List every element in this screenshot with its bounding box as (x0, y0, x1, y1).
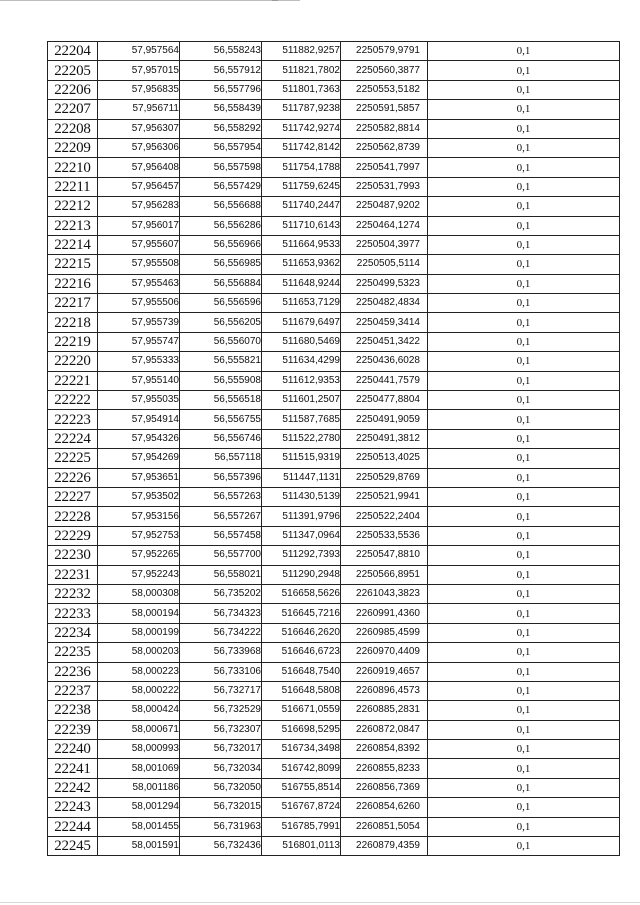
y-coordinate-cell: 2250513,4025 (341, 449, 428, 468)
y-coordinate-cell: 2250541,7997 (341, 158, 428, 177)
longitude-cell: 56,556070 (180, 332, 262, 351)
y-coordinate-cell: 2250521,9941 (341, 487, 428, 506)
longitude-cell: 56,735202 (180, 584, 262, 603)
point-number-cell: 22237 (48, 681, 98, 700)
longitude-cell: 56,557912 (180, 61, 262, 80)
x-coordinate-cell: 511740,2447 (262, 197, 341, 216)
table-row (48, 197, 620, 216)
y-coordinate-cell: 2250522,2404 (341, 507, 428, 526)
page-top-rule (0, 0, 300, 1)
table-row (48, 42, 620, 61)
table-row (48, 255, 620, 274)
y-coordinate-cell: 2260879,4359 (341, 837, 428, 856)
table-row (48, 817, 620, 836)
latitude-cell: 57,955508 (98, 255, 180, 274)
value-cell: 0,1 (428, 778, 620, 797)
longitude-cell: 56,558292 (180, 119, 262, 138)
x-coordinate-cell: 511601,2507 (262, 391, 341, 410)
longitude-cell: 56,557429 (180, 177, 262, 196)
longitude-cell: 56,556688 (180, 197, 262, 216)
point-number-cell: 22232 (48, 584, 98, 603)
value-cell: 0,1 (428, 410, 620, 429)
coordinates-table (47, 41, 620, 856)
page-top-mark (272, 0, 278, 1)
y-coordinate-cell: 2250547,8810 (341, 546, 428, 565)
value-cell: 0,1 (428, 720, 620, 739)
longitude-cell: 56,557118 (180, 449, 262, 468)
latitude-cell: 58,001069 (98, 759, 180, 778)
point-number-cell: 22207 (48, 100, 98, 119)
point-number-cell: 22219 (48, 332, 98, 351)
latitude-cell: 58,000203 (98, 643, 180, 662)
longitude-cell: 56,733106 (180, 662, 262, 681)
table-row (48, 294, 620, 313)
longitude-cell: 56,557458 (180, 526, 262, 545)
point-number-cell: 22236 (48, 662, 98, 681)
point-number-cell: 22216 (48, 274, 98, 293)
x-coordinate-cell: 516742,8099 (262, 759, 341, 778)
y-coordinate-cell: 2250505,5114 (341, 255, 428, 274)
x-coordinate-cell: 516755,8514 (262, 778, 341, 797)
longitude-cell: 56,557267 (180, 507, 262, 526)
point-number-cell: 22206 (48, 80, 98, 99)
value-cell: 0,1 (428, 565, 620, 584)
point-number-cell: 22221 (48, 371, 98, 390)
longitude-cell: 56,558243 (180, 42, 262, 61)
point-number-cell: 22214 (48, 235, 98, 254)
latitude-cell: 57,952243 (98, 565, 180, 584)
longitude-cell: 56,731963 (180, 817, 262, 836)
latitude-cell: 58,001591 (98, 837, 180, 856)
x-coordinate-cell: 511292,7393 (262, 546, 341, 565)
longitude-cell: 56,556205 (180, 313, 262, 332)
point-number-cell: 22224 (48, 429, 98, 448)
value-cell: 0,1 (428, 681, 620, 700)
y-coordinate-cell: 2250579,9791 (341, 42, 428, 61)
latitude-cell: 57,955739 (98, 313, 180, 332)
table-row (48, 507, 620, 526)
x-coordinate-cell: 516646,2620 (262, 623, 341, 642)
y-coordinate-cell: 2250529,8769 (341, 468, 428, 487)
value-cell: 0,1 (428, 429, 620, 448)
y-coordinate-cell: 2261043,3823 (341, 584, 428, 603)
latitude-cell: 57,954269 (98, 449, 180, 468)
y-coordinate-cell: 2250591,5857 (341, 100, 428, 119)
table-row (48, 80, 620, 99)
y-coordinate-cell: 2260851,5054 (341, 817, 428, 836)
longitude-cell: 56,734323 (180, 604, 262, 623)
latitude-cell: 57,956306 (98, 138, 180, 157)
latitude-cell: 57,956408 (98, 158, 180, 177)
table-row (48, 449, 620, 468)
longitude-cell: 56,555908 (180, 371, 262, 390)
point-number-cell: 22211 (48, 177, 98, 196)
longitude-cell: 56,732034 (180, 759, 262, 778)
latitude-cell: 58,001186 (98, 778, 180, 797)
table-row (48, 662, 620, 681)
y-coordinate-cell: 2250487,9202 (341, 197, 428, 216)
point-number-cell: 22229 (48, 526, 98, 545)
x-coordinate-cell: 511515,9319 (262, 449, 341, 468)
value-cell: 0,1 (428, 294, 620, 313)
latitude-cell: 57,954326 (98, 429, 180, 448)
x-coordinate-cell: 511653,7129 (262, 294, 341, 313)
latitude-cell: 57,956017 (98, 216, 180, 235)
table-row (48, 235, 620, 254)
latitude-cell: 58,000424 (98, 701, 180, 720)
longitude-cell: 56,732050 (180, 778, 262, 797)
latitude-cell: 57,955506 (98, 294, 180, 313)
x-coordinate-cell: 511612,9353 (262, 371, 341, 390)
y-coordinate-cell: 2250562,8739 (341, 138, 428, 157)
point-number-cell: 22243 (48, 798, 98, 817)
table-row (48, 798, 620, 817)
value-cell: 0,1 (428, 80, 620, 99)
table-row (48, 468, 620, 487)
latitude-cell: 57,953156 (98, 507, 180, 526)
table-row (48, 391, 620, 410)
latitude-cell: 58,000194 (98, 604, 180, 623)
x-coordinate-cell: 511648,9244 (262, 274, 341, 293)
point-number-cell: 22223 (48, 410, 98, 429)
y-coordinate-cell: 2260854,6260 (341, 798, 428, 817)
coordinates-table-body (48, 42, 620, 856)
y-coordinate-cell: 2250482,4834 (341, 294, 428, 313)
y-coordinate-cell: 2250533,5536 (341, 526, 428, 545)
table-row (48, 623, 620, 642)
table-row (48, 701, 620, 720)
value-cell: 0,1 (428, 42, 620, 61)
longitude-cell: 56,558021 (180, 565, 262, 584)
point-number-cell: 22245 (48, 837, 98, 856)
table-row (48, 216, 620, 235)
latitude-cell: 57,955333 (98, 352, 180, 371)
value-cell: 0,1 (428, 759, 620, 778)
table-row (48, 119, 620, 138)
longitude-cell: 56,556746 (180, 429, 262, 448)
point-number-cell: 22231 (48, 565, 98, 584)
longitude-cell: 56,732015 (180, 798, 262, 817)
longitude-cell: 56,732307 (180, 720, 262, 739)
x-coordinate-cell: 516648,5808 (262, 681, 341, 700)
latitude-cell: 58,000223 (98, 662, 180, 681)
longitude-cell: 56,732436 (180, 837, 262, 856)
longitude-cell: 56,732717 (180, 681, 262, 700)
latitude-cell: 57,956457 (98, 177, 180, 196)
longitude-cell: 56,733968 (180, 643, 262, 662)
point-number-cell: 22240 (48, 740, 98, 759)
latitude-cell: 58,000671 (98, 720, 180, 739)
value-cell: 0,1 (428, 158, 620, 177)
longitude-cell: 56,732017 (180, 740, 262, 759)
y-coordinate-cell: 2260985,4599 (341, 623, 428, 642)
x-coordinate-cell: 511759,6245 (262, 177, 341, 196)
latitude-cell: 58,000993 (98, 740, 180, 759)
value-cell: 0,1 (428, 449, 620, 468)
value-cell: 0,1 (428, 546, 620, 565)
y-coordinate-cell: 2250464,1274 (341, 216, 428, 235)
value-cell: 0,1 (428, 235, 620, 254)
y-coordinate-cell: 2250566,8951 (341, 565, 428, 584)
table-row (48, 643, 620, 662)
y-coordinate-cell: 2250451,3422 (341, 332, 428, 351)
latitude-cell: 57,956835 (98, 80, 180, 99)
table-row (48, 837, 620, 856)
latitude-cell: 57,955140 (98, 371, 180, 390)
y-coordinate-cell: 2250477,8804 (341, 391, 428, 410)
table-row (48, 313, 620, 332)
y-coordinate-cell: 2250459,3414 (341, 313, 428, 332)
table-row (48, 100, 620, 119)
value-cell: 0,1 (428, 352, 620, 371)
point-number-cell: 22233 (48, 604, 98, 623)
table-row (48, 759, 620, 778)
value-cell: 0,1 (428, 61, 620, 80)
point-number-cell: 22242 (48, 778, 98, 797)
table-row (48, 584, 620, 603)
point-number-cell: 22241 (48, 759, 98, 778)
table-row (48, 487, 620, 506)
table-row (48, 332, 620, 351)
value-cell: 0,1 (428, 662, 620, 681)
x-coordinate-cell: 511447,1131 (262, 468, 341, 487)
y-coordinate-cell: 2260856,7369 (341, 778, 428, 797)
x-coordinate-cell: 511754,1788 (262, 158, 341, 177)
point-number-cell: 22235 (48, 643, 98, 662)
point-number-cell: 22204 (48, 42, 98, 61)
x-coordinate-cell: 511742,9274 (262, 119, 341, 138)
latitude-cell: 57,957564 (98, 42, 180, 61)
x-coordinate-cell: 511430,5139 (262, 487, 341, 506)
point-number-cell: 22227 (48, 487, 98, 506)
longitude-cell: 56,557796 (180, 80, 262, 99)
x-coordinate-cell: 511664,9533 (262, 235, 341, 254)
x-coordinate-cell: 511679,6497 (262, 313, 341, 332)
latitude-cell: 57,957015 (98, 61, 180, 80)
x-coordinate-cell: 511710,6143 (262, 216, 341, 235)
latitude-cell: 57,956283 (98, 197, 180, 216)
value-cell: 0,1 (428, 274, 620, 293)
x-coordinate-cell: 511787,9238 (262, 100, 341, 119)
longitude-cell: 56,556286 (180, 216, 262, 235)
latitude-cell: 58,001455 (98, 817, 180, 836)
value-cell: 0,1 (428, 391, 620, 410)
point-number-cell: 22230 (48, 546, 98, 565)
y-coordinate-cell: 2260970,4409 (341, 643, 428, 662)
latitude-cell: 57,952753 (98, 526, 180, 545)
latitude-cell: 58,000222 (98, 681, 180, 700)
point-number-cell: 22226 (48, 468, 98, 487)
point-number-cell: 22212 (48, 197, 98, 216)
latitude-cell: 57,955747 (98, 332, 180, 351)
value-cell: 0,1 (428, 623, 620, 642)
x-coordinate-cell: 511290,2948 (262, 565, 341, 584)
table-row (48, 681, 620, 700)
table-row (48, 158, 620, 177)
point-number-cell: 22244 (48, 817, 98, 836)
x-coordinate-cell: 511587,7685 (262, 410, 341, 429)
table-row (48, 429, 620, 448)
longitude-cell: 56,556596 (180, 294, 262, 313)
y-coordinate-cell: 2250504,3977 (341, 235, 428, 254)
point-number-cell: 22213 (48, 216, 98, 235)
x-coordinate-cell: 516767,8724 (262, 798, 341, 817)
y-coordinate-cell: 2250582,8814 (341, 119, 428, 138)
point-number-cell: 22234 (48, 623, 98, 642)
y-coordinate-cell: 2250553,5182 (341, 80, 428, 99)
latitude-cell: 57,955607 (98, 235, 180, 254)
value-cell: 0,1 (428, 255, 620, 274)
longitude-cell: 56,558439 (180, 100, 262, 119)
x-coordinate-cell: 511742,8142 (262, 138, 341, 157)
point-number-cell: 22225 (48, 449, 98, 468)
value-cell: 0,1 (428, 468, 620, 487)
latitude-cell: 58,000308 (98, 584, 180, 603)
x-coordinate-cell: 511522,2780 (262, 429, 341, 448)
point-number-cell: 22239 (48, 720, 98, 739)
value-cell: 0,1 (428, 100, 620, 119)
value-cell: 0,1 (428, 817, 620, 836)
point-number-cell: 22210 (48, 158, 98, 177)
table-row (48, 352, 620, 371)
y-coordinate-cell: 2260919,4657 (341, 662, 428, 681)
table-row (48, 61, 620, 80)
x-coordinate-cell: 511653,9362 (262, 255, 341, 274)
x-coordinate-cell: 516671,0559 (262, 701, 341, 720)
value-cell: 0,1 (428, 332, 620, 351)
y-coordinate-cell: 2250560,3877 (341, 61, 428, 80)
y-coordinate-cell: 2250531,7993 (341, 177, 428, 196)
longitude-cell: 56,556985 (180, 255, 262, 274)
point-number-cell: 22208 (48, 119, 98, 138)
point-number-cell: 22215 (48, 255, 98, 274)
latitude-cell: 57,955463 (98, 274, 180, 293)
latitude-cell: 57,954914 (98, 410, 180, 429)
x-coordinate-cell: 516645,7216 (262, 604, 341, 623)
point-number-cell: 22217 (48, 294, 98, 313)
table-row (48, 138, 620, 157)
y-coordinate-cell: 2250491,9059 (341, 410, 428, 429)
value-cell: 0,1 (428, 643, 620, 662)
y-coordinate-cell: 2260855,8233 (341, 759, 428, 778)
value-cell: 0,1 (428, 371, 620, 390)
value-cell: 0,1 (428, 487, 620, 506)
x-coordinate-cell: 511801,7363 (262, 80, 341, 99)
value-cell: 0,1 (428, 119, 620, 138)
latitude-cell: 57,952265 (98, 546, 180, 565)
y-coordinate-cell: 2260872,0847 (341, 720, 428, 739)
table-row (48, 526, 620, 545)
value-cell: 0,1 (428, 507, 620, 526)
x-coordinate-cell: 516646,6723 (262, 643, 341, 662)
table-row (48, 720, 620, 739)
x-coordinate-cell: 511680,5469 (262, 332, 341, 351)
longitude-cell: 56,557263 (180, 487, 262, 506)
latitude-cell: 58,000199 (98, 623, 180, 642)
point-number-cell: 22218 (48, 313, 98, 332)
latitude-cell: 57,956711 (98, 100, 180, 119)
value-cell: 0,1 (428, 584, 620, 603)
table-row (48, 778, 620, 797)
y-coordinate-cell: 2250436,6028 (341, 352, 428, 371)
value-cell: 0,1 (428, 197, 620, 216)
longitude-cell: 56,557396 (180, 468, 262, 487)
point-number-cell: 22209 (48, 138, 98, 157)
x-coordinate-cell: 511821,7802 (262, 61, 341, 80)
point-number-cell: 22220 (48, 352, 98, 371)
x-coordinate-cell: 511882,9257 (262, 42, 341, 61)
longitude-cell: 56,557700 (180, 546, 262, 565)
longitude-cell: 56,556755 (180, 410, 262, 429)
y-coordinate-cell: 2260896,4573 (341, 681, 428, 700)
table-row (48, 410, 620, 429)
table-row (48, 604, 620, 623)
longitude-cell: 56,556966 (180, 235, 262, 254)
latitude-cell: 57,955035 (98, 391, 180, 410)
latitude-cell: 58,001294 (98, 798, 180, 817)
longitude-cell: 56,734222 (180, 623, 262, 642)
x-coordinate-cell: 511347,0964 (262, 526, 341, 545)
y-coordinate-cell: 2250441,7579 (341, 371, 428, 390)
longitude-cell: 56,732529 (180, 701, 262, 720)
table-row (48, 177, 620, 196)
value-cell: 0,1 (428, 604, 620, 623)
point-number-cell: 22205 (48, 61, 98, 80)
y-coordinate-cell: 2250491,3812 (341, 429, 428, 448)
value-cell: 0,1 (428, 798, 620, 817)
y-coordinate-cell: 2260885,2831 (341, 701, 428, 720)
longitude-cell: 56,556518 (180, 391, 262, 410)
x-coordinate-cell: 516698,5295 (262, 720, 341, 739)
x-coordinate-cell: 516734,3498 (262, 740, 341, 759)
latitude-cell: 57,956307 (98, 119, 180, 138)
point-number-cell: 22222 (48, 391, 98, 410)
point-number-cell: 22238 (48, 701, 98, 720)
x-coordinate-cell: 516658,5626 (262, 584, 341, 603)
y-coordinate-cell: 2260854,8392 (341, 740, 428, 759)
point-number-cell: 22228 (48, 507, 98, 526)
longitude-cell: 56,556884 (180, 274, 262, 293)
y-coordinate-cell: 2250499,5323 (341, 274, 428, 293)
x-coordinate-cell: 516648,7540 (262, 662, 341, 681)
value-cell: 0,1 (428, 526, 620, 545)
value-cell: 0,1 (428, 701, 620, 720)
x-coordinate-cell: 516801,0113 (262, 837, 341, 856)
longitude-cell: 56,557954 (180, 138, 262, 157)
table-row (48, 546, 620, 565)
table-row (48, 274, 620, 293)
x-coordinate-cell: 516785,7991 (262, 817, 341, 836)
latitude-cell: 57,953651 (98, 468, 180, 487)
value-cell: 0,1 (428, 177, 620, 196)
table-row (48, 371, 620, 390)
table-row (48, 740, 620, 759)
value-cell: 0,1 (428, 216, 620, 235)
value-cell: 0,1 (428, 740, 620, 759)
table-row (48, 565, 620, 584)
y-coordinate-cell: 2260991,4360 (341, 604, 428, 623)
x-coordinate-cell: 511634,4299 (262, 352, 341, 371)
x-coordinate-cell: 511391,9796 (262, 507, 341, 526)
page-bottom-rule (0, 902, 640, 903)
latitude-cell: 57,953502 (98, 487, 180, 506)
longitude-cell: 56,557598 (180, 158, 262, 177)
value-cell: 0,1 (428, 313, 620, 332)
value-cell: 0,1 (428, 837, 620, 856)
value-cell: 0,1 (428, 138, 620, 157)
longitude-cell: 56,555821 (180, 352, 262, 371)
